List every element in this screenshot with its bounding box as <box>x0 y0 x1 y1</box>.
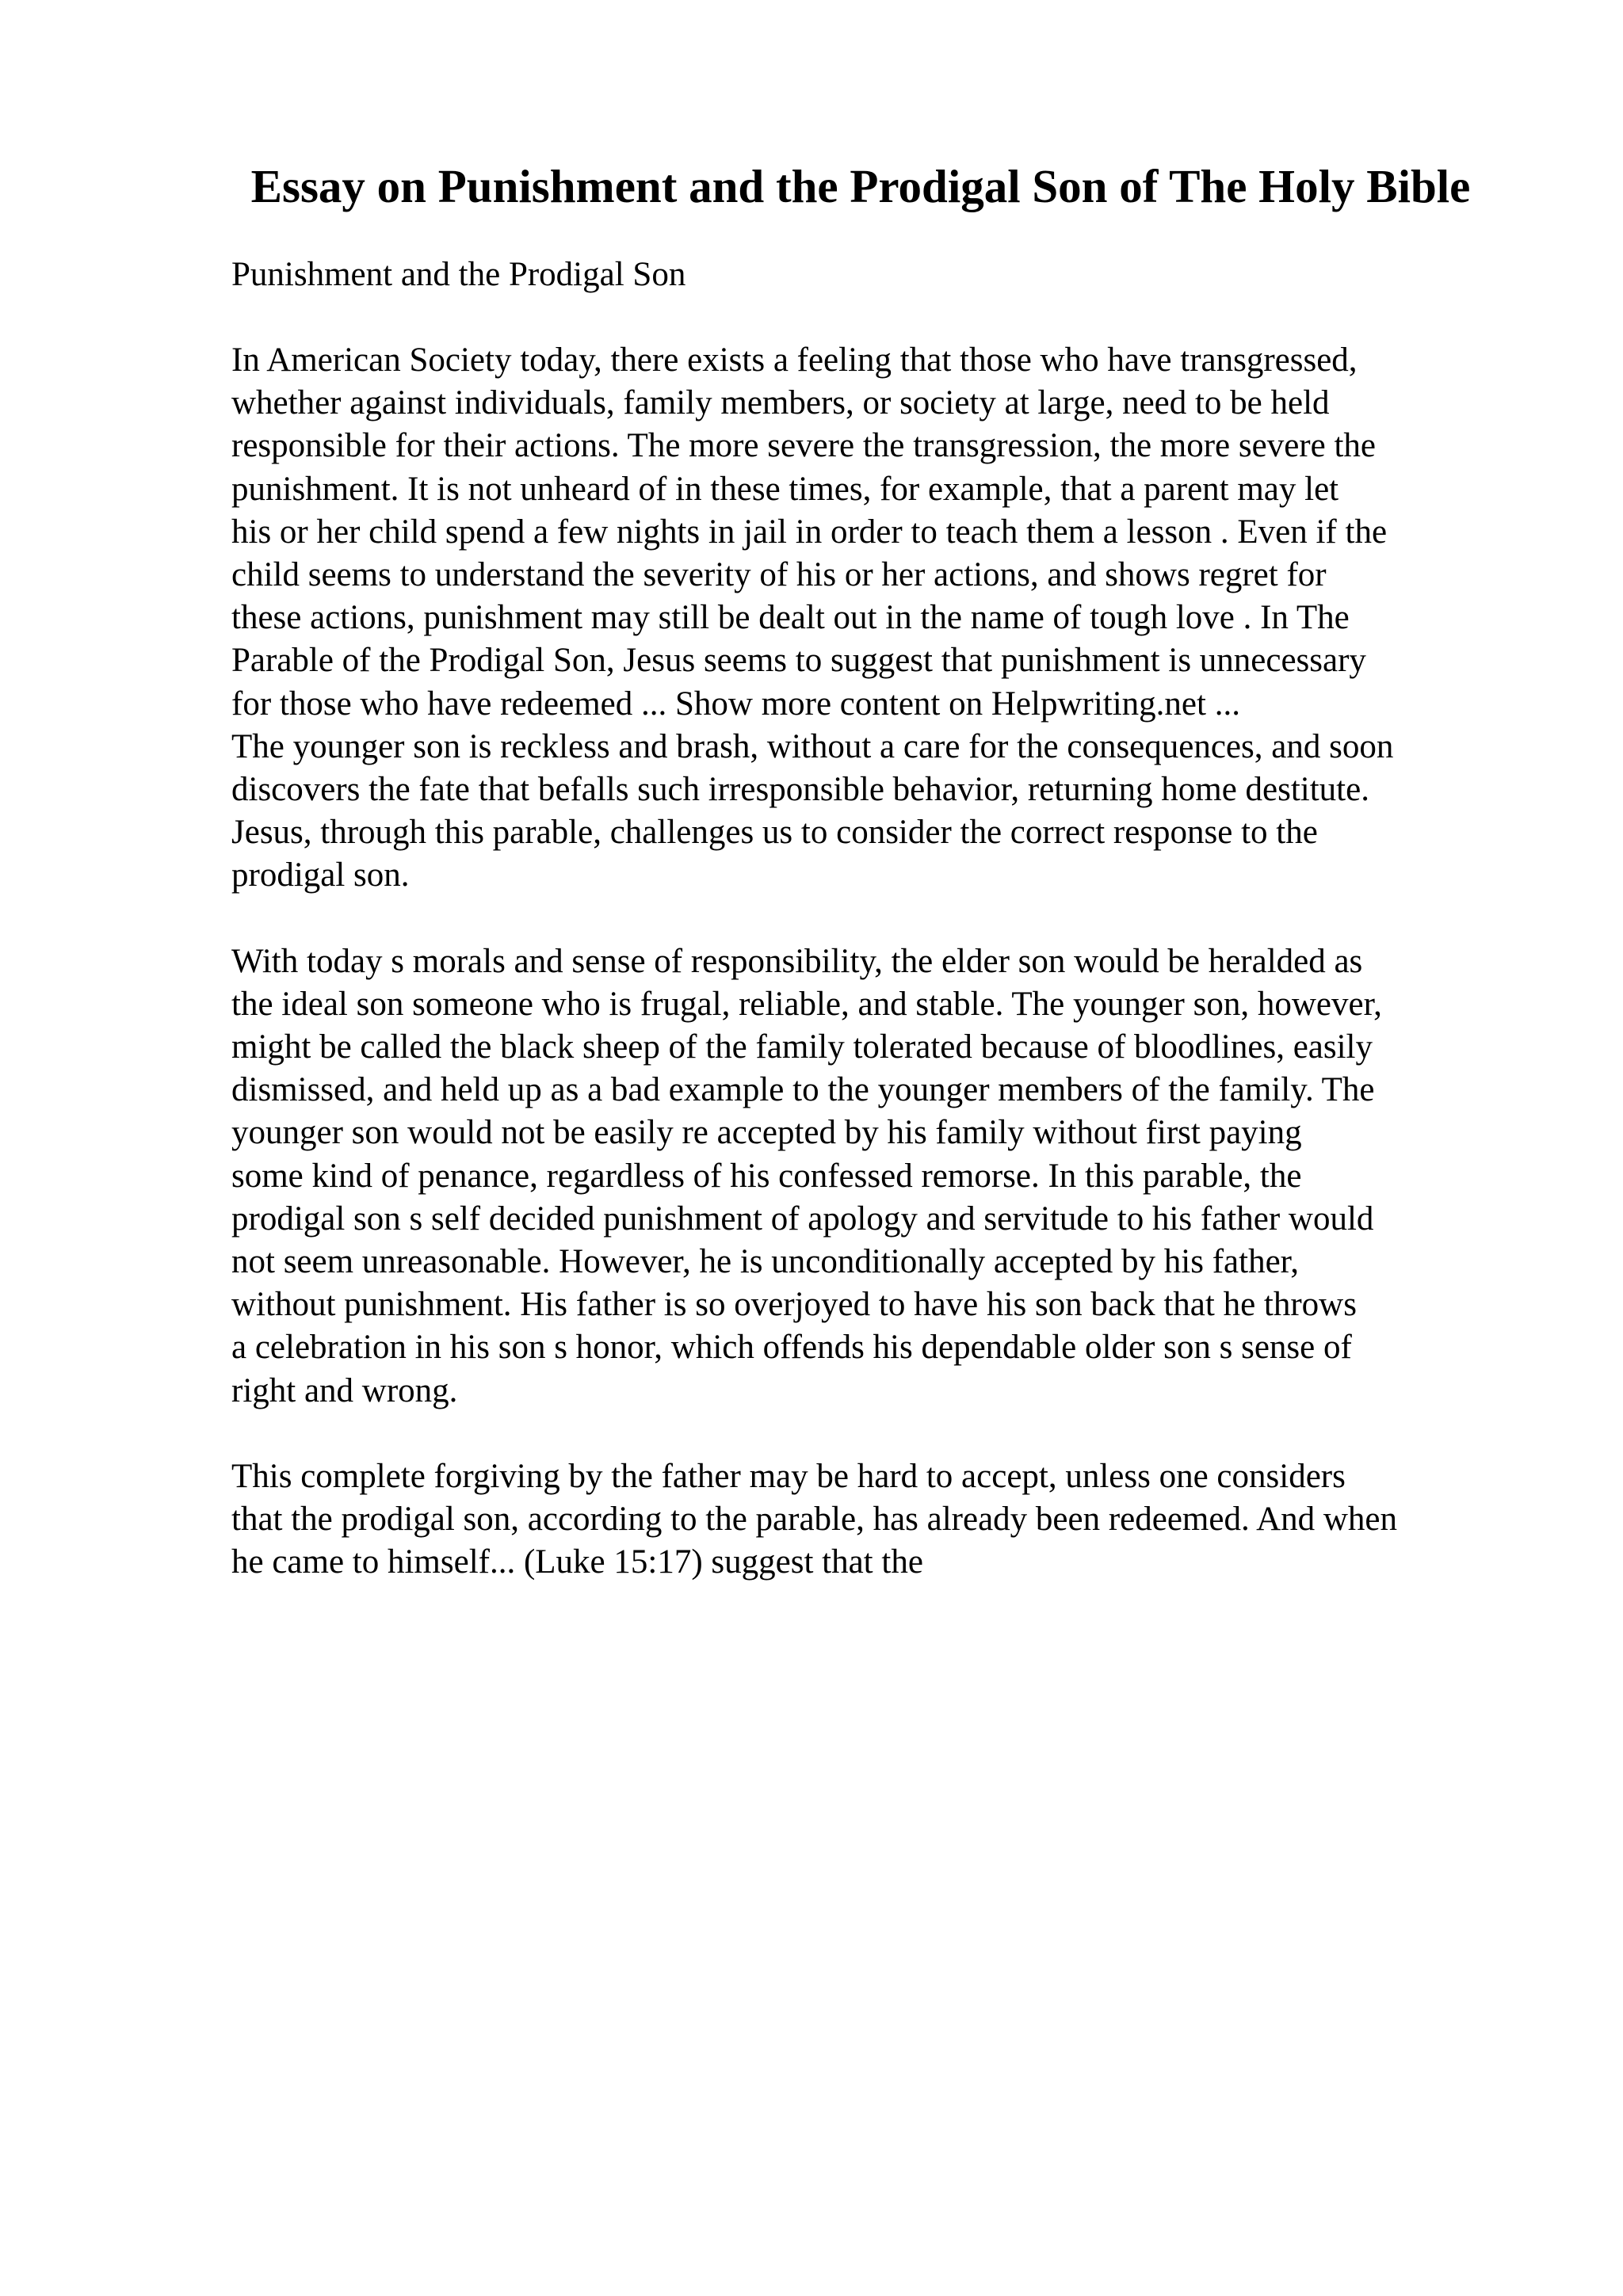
text-line: This complete forgiving by the father may be hard to accept, unless one considers <box>231 1457 1346 1495</box>
text-line: might be called the black sheep of the family tolerated because of bloodlines, easily <box>231 1028 1373 1066</box>
text-line: responsible for their actions. The more severe the transgression, the more severe the <box>231 427 1376 465</box>
text-line: younger son would not be easily re accepted by his family without first paying <box>231 1114 1302 1152</box>
text-line: he came to himself... (Luke 15:17) suggest that the <box>231 1543 923 1581</box>
paragraph-2 <box>231 726 1490 898</box>
document-title: Essay on Punishment and the Prodigal Son of The Holy Bible <box>250 160 1471 212</box>
text-line: dismissed, and held up as a bad example to the younger members of the family. The <box>231 1071 1375 1109</box>
text-line: some kind of penance, regardless of his confessed remorse. In this parable, the <box>231 1157 1302 1195</box>
text-line: prodigal son s self decided punishment of apology and servitude to his father would <box>231 1199 1374 1238</box>
text-line: child seems to understand the severity of his or her actions, and shows regret for <box>231 556 1327 594</box>
document-subtitle: Punishment and the Prodigal Son <box>231 256 686 293</box>
text-line: Jesus, through this parable, challenges us to consider the correct response to the <box>231 814 1318 852</box>
text-line: prodigal son. <box>231 856 410 894</box>
text-line: right and wrong. <box>231 1371 458 1409</box>
paragraph-3 <box>231 940 1490 1413</box>
text-line: these actions, punishment may still be dealt out in the name of tough love . In The <box>231 599 1350 637</box>
text-line: In American Society today, there exists a feeling that those who have transgressed, <box>231 341 1358 379</box>
text-line: With today s morals and sense of responsibility, the elder son would be heralded as <box>231 942 1363 980</box>
text-line: without punishment. His father is so overjoyed to have his son back that he throws <box>231 1286 1357 1324</box>
text-line: for those who have redeemed ... Show more content on Helpwriting.net ... <box>231 685 1240 723</box>
paragraph-1 <box>231 339 1490 726</box>
text-line: the ideal son someone who is frugal, reliable, and stable. The younger son, however, <box>231 985 1382 1023</box>
text-line: punishment. It is not unheard of in these times, for example, that a parent may let <box>231 470 1339 508</box>
text-line: a celebration in his son s honor, which offends his dependable older son s sense of <box>231 1329 1352 1367</box>
text-line: discovers the fate that befalls such irresponsible behavior, returning home destitute. <box>231 771 1369 809</box>
text-line: his or her child spend a few nights in jail in order to teach them a lesson . Even if the <box>231 513 1388 551</box>
text-line: Parable of the Prodigal Son, Jesus seems to suggest that punishment is unnecessary <box>231 642 1366 680</box>
text-line: that the prodigal son, according to the parable, has already been redeemed. And when <box>231 1501 1398 1539</box>
text-line: The younger son is reckless and brash, without a care for the consequences, and soon <box>231 727 1394 765</box>
text-line: whether against individuals, family members, or society at large, need to be held <box>231 384 1330 422</box>
paragraph-4 <box>231 1455 1490 1585</box>
text-line: not seem unreasonable. However, he is unconditionally accepted by his father, <box>231 1243 1300 1281</box>
